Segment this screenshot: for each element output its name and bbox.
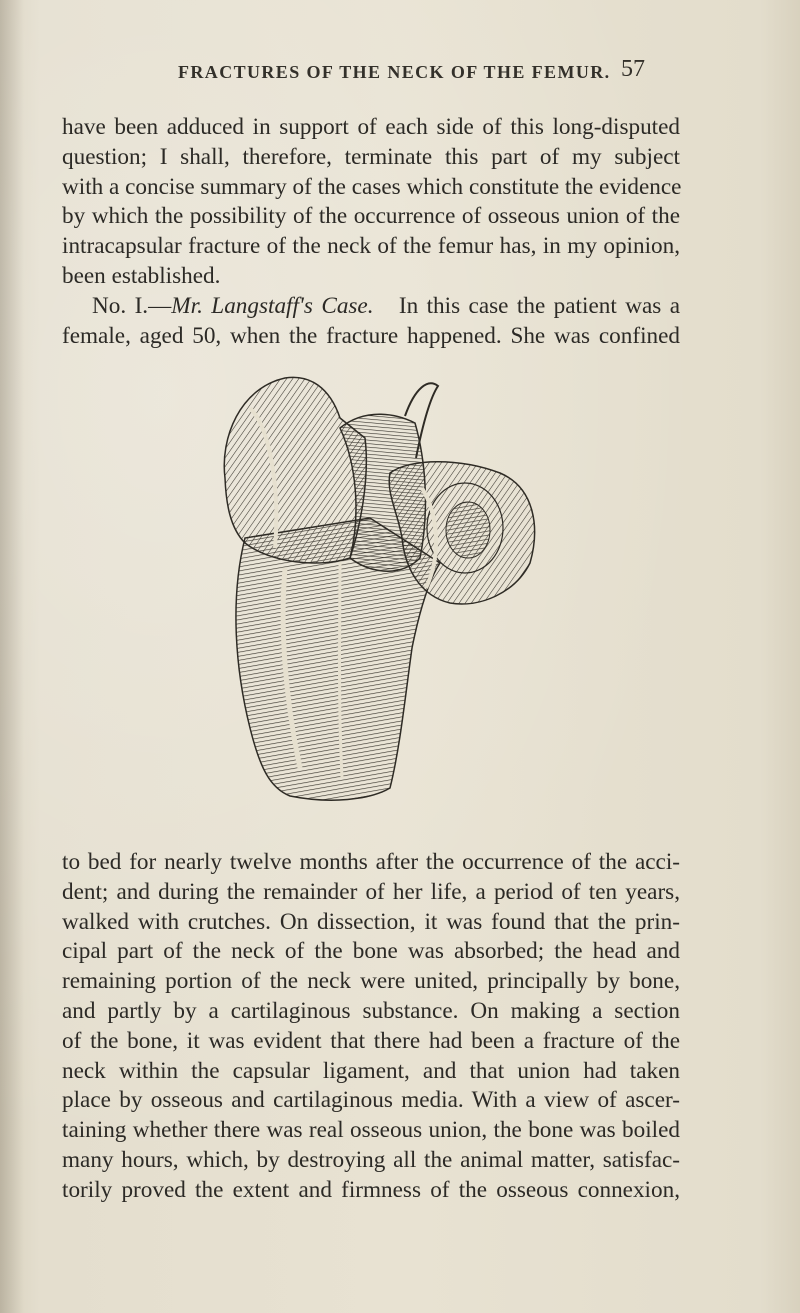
text-line: dent; and during the remainder of her life, a period of ten years, [62, 878, 680, 905]
text-line: neck within the capsular ligament, and that union had taken [62, 1057, 680, 1084]
page-gutter-shadow [0, 0, 24, 1313]
case-text: In this case the patient was a [398, 292, 681, 319]
text-line: been established. [62, 262, 221, 289]
text-line: walked with crutches. On dissection, it was found that the prin- [62, 908, 680, 935]
text-line: torily proved the extent and firmness of the osseous connexion, [62, 1176, 680, 1203]
femur-illustration [190, 368, 550, 808]
running-title: FRACTURES OF THE NECK OF THE FEMUR. [178, 62, 611, 82]
case-number: No. I.— [92, 292, 172, 319]
text-line: and partly by a cartilaginous substance. On making a section [62, 997, 680, 1024]
text-line: question; I shall, therefore, terminate this part of my subject [62, 143, 680, 170]
text-line: remaining portion of the neck were united, principally by bone, [62, 968, 680, 995]
case-name: Mr. Langstaff's Case. [171, 292, 374, 319]
text-line: female, aged 50, when the fracture happened. She was confined [62, 322, 680, 349]
text-line: to bed for nearly twelve months after the occurrence of the acci- [62, 849, 680, 875]
text-line: place by osseous and cartilaginous media. With a view of ascer- [62, 1087, 680, 1114]
case-heading-line [62, 292, 680, 322]
page-number: 57 [621, 56, 645, 82]
text-line: many hours, which, by destroying all the animal matter, satisfac- [62, 1146, 680, 1173]
paragraph-intro [62, 113, 680, 351]
text-line: have been adduced in support of each side of this long-disputed [62, 114, 680, 140]
greater-trochanter [224, 377, 366, 563]
text-line: with a concise summary of the cases which constitute the evidence [62, 173, 682, 200]
text-line: intracapsular fracture of the neck of the femur has, in my opinion, [62, 233, 680, 260]
text-line: by which the possibility of the occurrence of osseous union of the [62, 203, 680, 230]
text-line: cipal part of the neck of the bone was absorbed; the head and [62, 938, 680, 965]
text-line: of the bone, it was evident that there had been a fracture of the [62, 1027, 680, 1054]
paragraph-case-details [62, 848, 680, 1206]
text-line: taining whether there was real osseous union, the bone was boiled [62, 1117, 680, 1144]
